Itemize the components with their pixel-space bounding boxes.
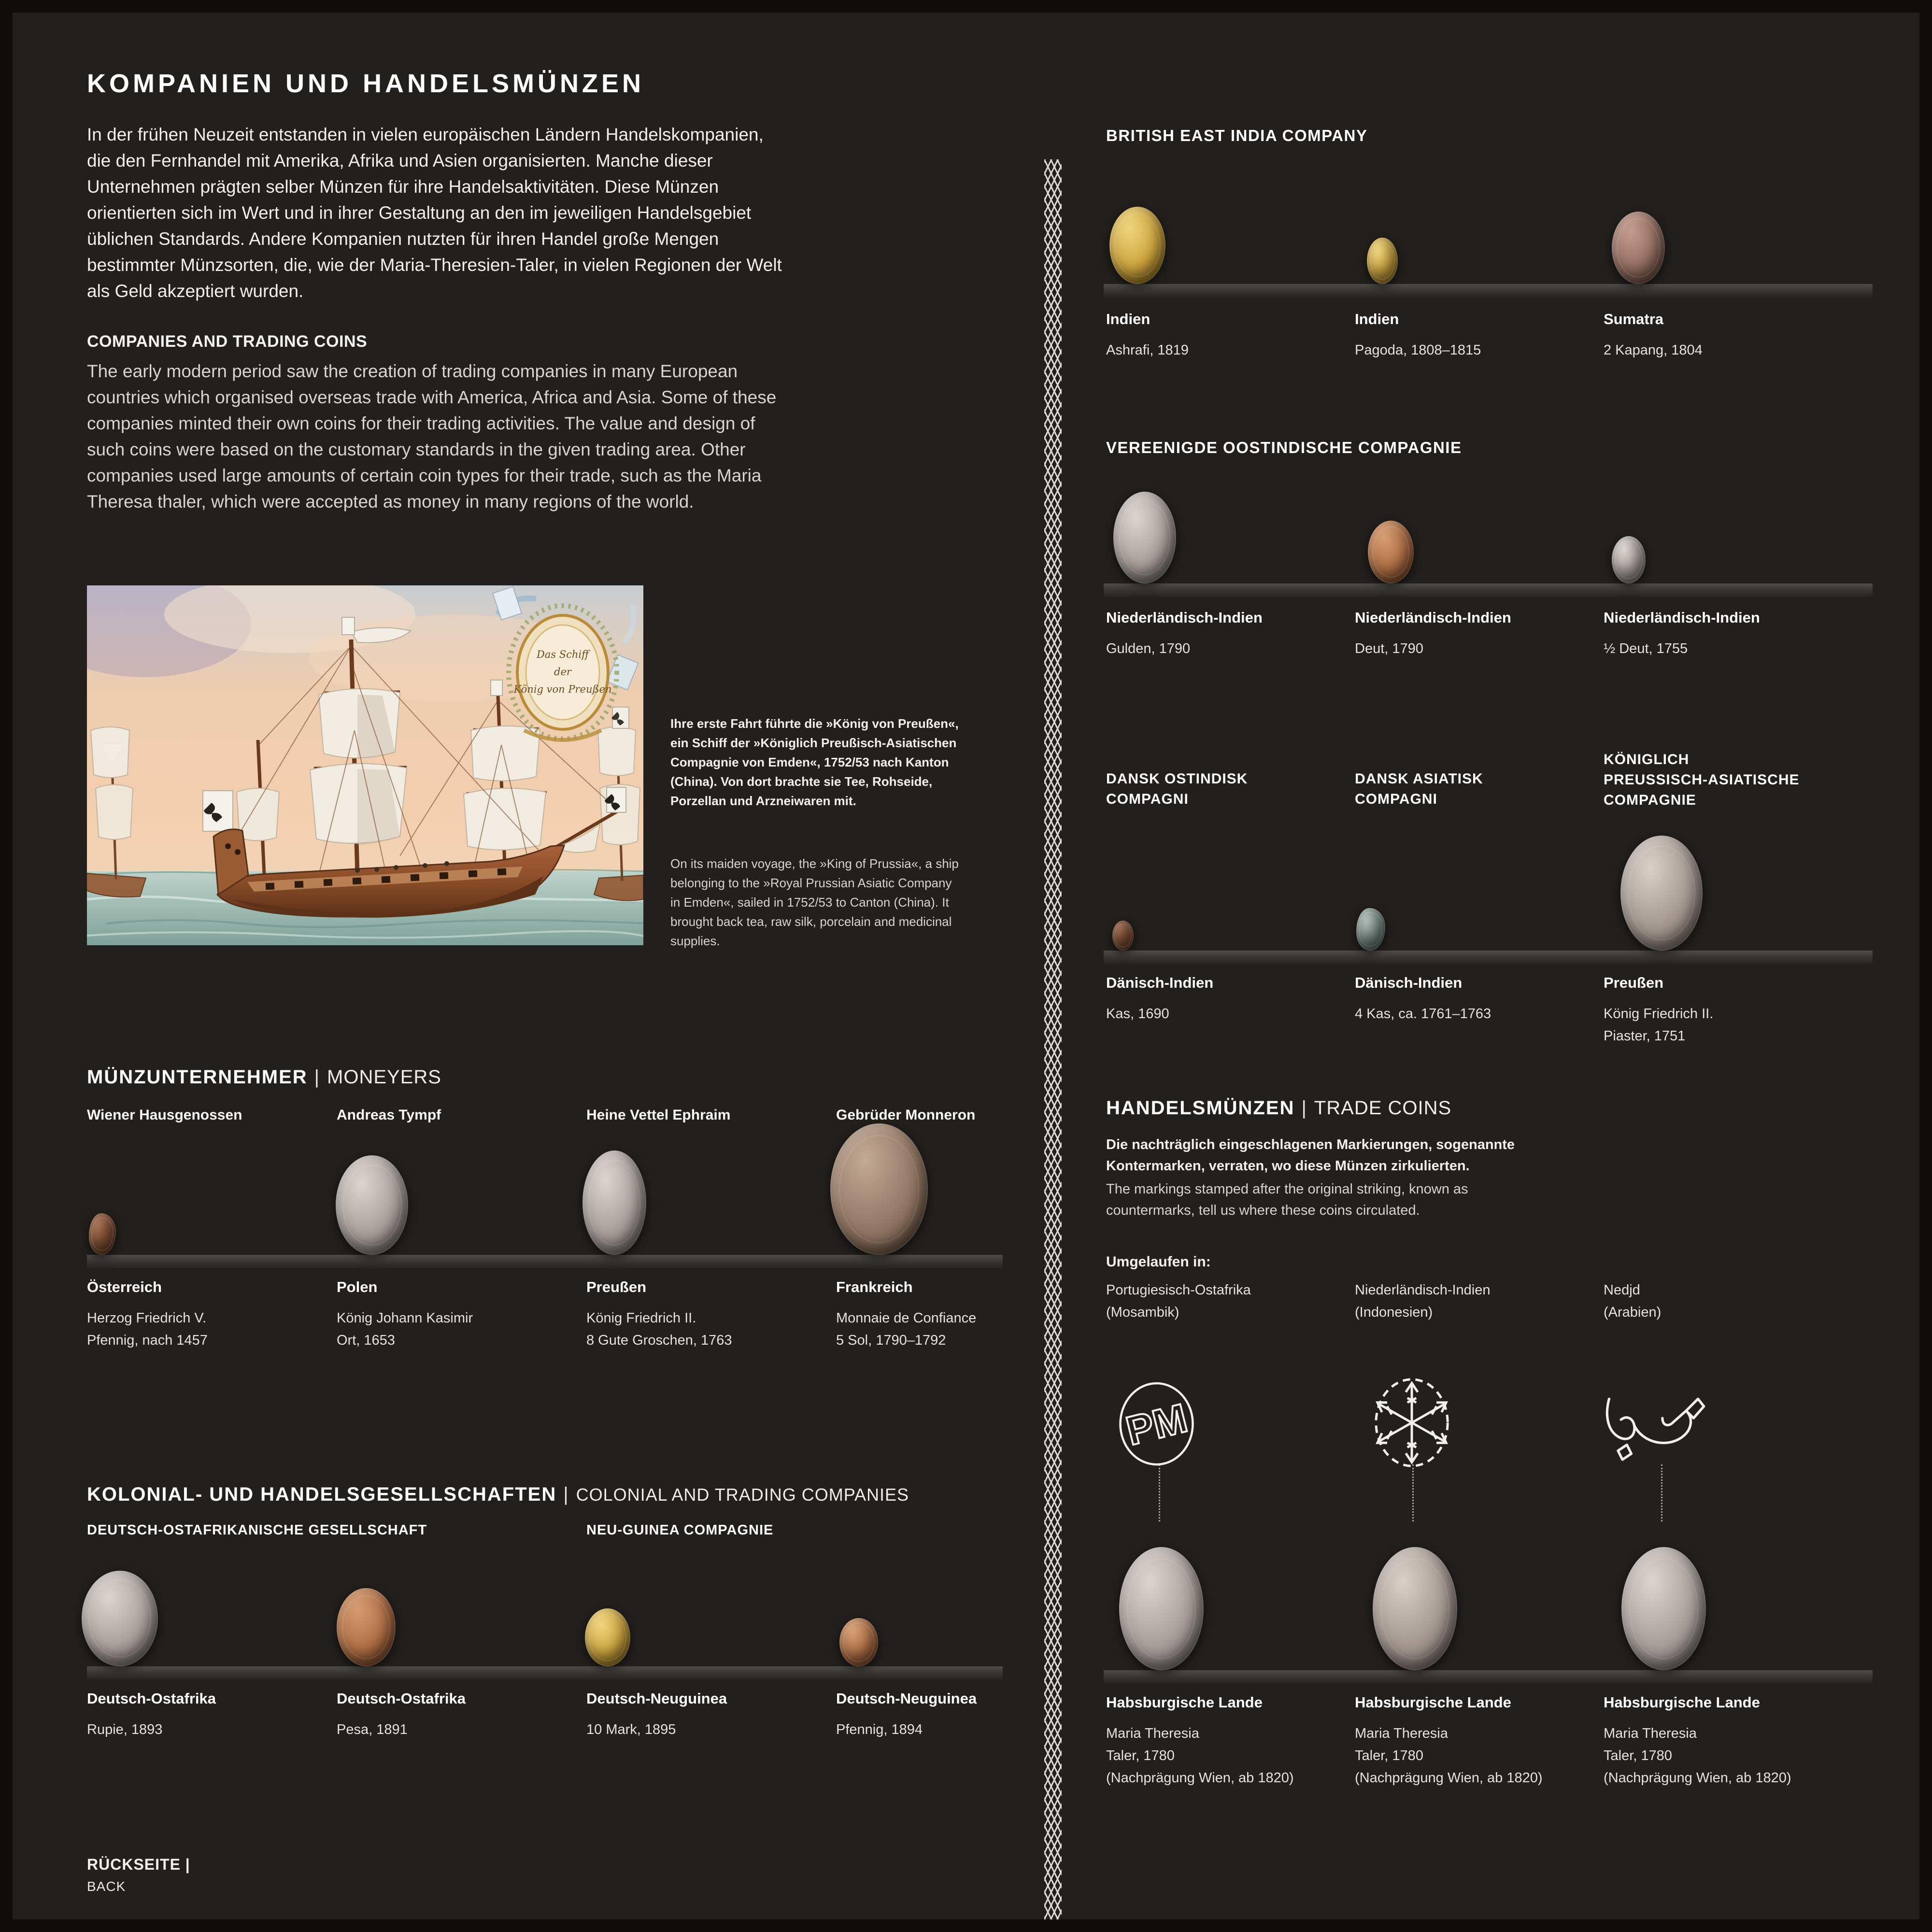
trade-section-header — [1106, 1097, 1451, 1119]
coin-detail: Rupie, 1893 — [87, 1722, 163, 1737]
coin-detail: 10 Mark, 1895 — [586, 1722, 676, 1737]
coin-detail: Deut, 1790 — [1355, 641, 1423, 656]
header-line: DANSK ASIATISK — [1355, 771, 1483, 787]
coin-pfennig-1894 — [839, 1618, 878, 1666]
voc-section-header: VEREENIGDE OOSTINDISCHE COMPAGNIE — [1106, 439, 1462, 456]
coin-detail: Taler, 1780 — [1106, 1748, 1175, 1763]
region-line: Portugiesisch-Ostafrika — [1106, 1282, 1251, 1298]
coin-detail: König Johann Kasimir — [337, 1310, 473, 1326]
coin-label — [1604, 311, 1703, 361]
coin-detail: König Friedrich II. — [1604, 1006, 1714, 1022]
back-label-de: RÜCKSEITE | — [87, 1856, 190, 1873]
coin-label — [1355, 975, 1491, 1025]
moneyer-name: Wiener Hausgenossen — [87, 1107, 242, 1123]
coin-region-label: Niederländisch-Indien — [1355, 609, 1511, 626]
coin-label — [1106, 1694, 1294, 1789]
pm-letters: PM — [1122, 1395, 1192, 1454]
circulated-label: Umgelaufen in: — [1106, 1254, 1211, 1270]
header-line: COMPAGNIE — [1604, 792, 1696, 808]
coin-label — [1106, 311, 1189, 361]
intro-paragraph-en: The early modern period saw the creation of trading companies in many European countries which organised overseas trade with America, Africa and Asia. Some of these companies minted their own coins for their trading activities. The value and design of such coins were based on the customary standards in the given trading area. Other companies used large amounts of certain coin types for their trade, such as the Maria Theresa thaler, which were accepted as money in many regions of the world. — [87, 361, 777, 511]
coin-detail: König Friedrich II. — [586, 1310, 696, 1326]
countermark-arabic-icon — [1599, 1385, 1710, 1470]
coin-detail: Taler, 1780 — [1355, 1748, 1423, 1763]
coin-detail: 4 Kas, ca. 1761–1763 — [1355, 1006, 1492, 1022]
coin-2kapang-1804 — [1612, 212, 1665, 284]
coin-detail: Monnaie de Confiance — [836, 1310, 977, 1326]
circulation-region — [1355, 1279, 1491, 1323]
trade-intro-de: Die nachträglich eingeschlagenen Markierungen, sogenannte Kontermarken, verraten, wo diese Münzen zirkulierten. — [1106, 1137, 1515, 1174]
coin-10mark-1895 — [585, 1608, 630, 1666]
coin-label — [836, 1279, 976, 1351]
coin-pesa-1891 — [337, 1588, 396, 1666]
coin-region-label: Österreich — [87, 1279, 162, 1295]
coin-deut-1790 — [1368, 521, 1414, 583]
region-line: (Arabien) — [1604, 1305, 1662, 1320]
header-line: PREUSSISCH-ASIATISCHE — [1604, 772, 1800, 788]
coin-region-label: Indien — [1106, 311, 1151, 327]
page-title: KOMPANIEN UND HANDELSMÜNZEN — [87, 69, 644, 98]
trade-title-de: HANDELSMÜNZEN — [1106, 1097, 1295, 1119]
moneyers-title-en: MONEYERS — [327, 1066, 441, 1088]
coin-taler-1780-3 — [1621, 1547, 1706, 1670]
moneyers-section-header — [87, 1066, 441, 1088]
coin-region-label: Niederländisch-Indien — [1604, 609, 1760, 626]
coin-kas-1690 — [1112, 921, 1134, 951]
company-header-preussisch-asiatische — [1604, 750, 1800, 810]
coin-detail: Gulden, 1790 — [1106, 641, 1191, 656]
countermark-pm-icon — [1117, 1380, 1196, 1470]
coin-detail: Taler, 1780 — [1604, 1748, 1672, 1763]
coin-region-label: Deutsch-Neuguinea — [836, 1690, 977, 1707]
coin-label — [87, 1690, 216, 1741]
coin-region-label: Niederländisch-Indien — [1106, 609, 1263, 626]
cartouche-line-3: König von Preußen — [513, 683, 612, 695]
colonial-company-1: DEUTSCH-OSTAFRIKANISCHE GESELLSCHAFT — [87, 1522, 427, 1538]
header-pipe: | — [314, 1066, 321, 1088]
dotted-connector — [1412, 1464, 1414, 1521]
header-pipe: | — [1301, 1097, 1307, 1119]
cartouche-line-1: Das Schiff — [536, 649, 589, 660]
coin-halbdeut-1755 — [1612, 536, 1646, 583]
colonial-title-en: COLONIAL AND TRADING COMPANIES — [576, 1485, 909, 1505]
coin-region-label: Habsburgische Lande — [1355, 1694, 1511, 1711]
intro-heading-en: COMPANIES AND TRADING COINS — [87, 332, 368, 351]
coin-label — [836, 1690, 977, 1741]
colonial-company-2: NEU-GUINEA COMPAGNIE — [586, 1522, 774, 1538]
coin-label — [1604, 975, 1713, 1047]
coin-taler-1780-2 — [1373, 1547, 1457, 1670]
cartouche-line-2: der — [554, 666, 571, 678]
moneyers-title-de: MÜNZUNTERNEHMER — [87, 1066, 308, 1088]
coin-region-label: Preußen — [1604, 974, 1664, 991]
coin-label — [586, 1279, 732, 1351]
coin-detail: 5 Sol, 1790–1792 — [836, 1333, 946, 1348]
coin-region-label: Habsburgische Lande — [1106, 1694, 1263, 1711]
coin-label — [1604, 610, 1760, 660]
coin-detail: Pesa, 1891 — [337, 1722, 408, 1737]
coin-pagoda — [1367, 238, 1398, 284]
coin-region-label: Deutsch-Ostafrika — [337, 1690, 466, 1707]
coin-detail: Pfennig, 1894 — [836, 1722, 923, 1737]
coin-label — [586, 1690, 727, 1741]
coin-detail: Ashrafi, 1819 — [1106, 342, 1189, 358]
dotted-connector — [1661, 1464, 1662, 1521]
header-pipe: | — [563, 1484, 569, 1505]
coin-label — [1106, 610, 1263, 660]
coin-region-label: Dänisch-Indien — [1106, 974, 1214, 991]
coin-region-label: Indien — [1355, 311, 1399, 327]
region-line: Nedjd — [1604, 1282, 1640, 1298]
coin-shelf — [1104, 284, 1873, 298]
coin-shelf — [87, 1666, 1003, 1680]
coin-region-label: Dänisch-Indien — [1355, 974, 1463, 991]
header-line: DANSK OSTINDISK — [1106, 771, 1248, 787]
coin-detail: Kas, 1690 — [1106, 1006, 1169, 1022]
hatched-divider — [1044, 159, 1062, 1919]
coin-detail: 8 Gute Groschen, 1763 — [586, 1333, 732, 1348]
region-line: (Mosambik) — [1106, 1305, 1179, 1320]
coin-groschen-1763 — [582, 1151, 646, 1255]
coin-region-label: Deutsch-Neuguinea — [586, 1690, 727, 1707]
coin-gulden-1790 — [1113, 492, 1176, 583]
header-line: KÖNIGLICH — [1604, 752, 1690, 767]
trade-title-en: TRADE COINS — [1314, 1097, 1452, 1119]
coin-detail: Ort, 1653 — [337, 1333, 395, 1348]
header-line: COMPAGNI — [1106, 791, 1189, 807]
header-line: COMPAGNI — [1355, 791, 1437, 807]
colonial-section-header — [87, 1484, 909, 1506]
coin-detail: (Nachprägung Wien, ab 1820) — [1355, 1770, 1543, 1786]
coin-label — [1106, 975, 1213, 1025]
circulation-region — [1604, 1279, 1661, 1323]
coin-ort-1653 — [336, 1155, 408, 1255]
intro-paragraph-de: In der frühen Neuzeit entstanden in vielen europäischen Ländern Handelskompanien, die den Fernhandel mit Amerika, Afrika und Asien organisierten. Manche dieser Unternehmen prägten selber Münzen für ihre Handelsaktivitäten. Diese Münzen orientierten sich im Wert und in ihrer Gestaltung an den im jeweiligen Handelsgebiet üblichen Standards. Andere Kompanien nutzten für ihren Handel große Mengen bestimmter Münzsorten, die, wie der Maria-Theresien-Taler, in vielen Regionen der Welt als Geld akzeptiert wurden. — [87, 125, 782, 301]
coin-region-label: Sumatra — [1604, 311, 1664, 327]
coin-region-label: Frankreich — [836, 1279, 913, 1295]
coin-detail: (Nachprägung Wien, ab 1820) — [1604, 1770, 1791, 1786]
ship-painting — [87, 585, 643, 945]
coin-label — [337, 1279, 473, 1351]
countermark-rosette-icon — [1371, 1376, 1453, 1472]
coin-detail: Maria Theresia — [1355, 1726, 1448, 1741]
coin-shelf — [87, 1255, 1003, 1268]
coin-detail: (Nachprägung Wien, ab 1820) — [1106, 1770, 1294, 1786]
coin-5sol-monneron — [830, 1123, 928, 1255]
ship-caption-de: Ihre erste Fahrt führte die »König von Preußen«, ein Schiff der »Königlich Preußisch-Asiatischen Compagnie von Emden«, 1752/53 nach Kanton (China). Von dort brachte sie Tee, Rohseide, Porzellan und Arzneiwaren mit. — [670, 716, 959, 808]
coin-taler-1780-1 — [1119, 1547, 1204, 1670]
coin-region-label: Preußen — [586, 1279, 647, 1295]
company-header-dansk-ostindisk — [1106, 769, 1248, 810]
coin-label — [87, 1279, 208, 1351]
coin-region-label: Deutsch-Ostafrika — [87, 1690, 216, 1707]
back-label-en: BACK — [87, 1879, 126, 1894]
coin-detail: ½ Deut, 1755 — [1604, 641, 1688, 656]
company-header-dansk-asiatisk — [1355, 769, 1483, 810]
beic-section-header: BRITISH EAST INDIA COMPANY — [1106, 127, 1368, 144]
coin-label — [1604, 1694, 1791, 1789]
coin-shelf — [1104, 951, 1873, 964]
coin-detail: Piaster, 1751 — [1604, 1028, 1686, 1044]
coin-shelf — [1104, 1670, 1873, 1684]
region-line: Niederländisch-Indien — [1355, 1282, 1491, 1298]
coin-region-label: Habsburgische Lande — [1604, 1694, 1760, 1711]
coin-label — [1355, 311, 1481, 361]
coin-shelf — [1104, 583, 1873, 597]
colonial-title-de: KOLONIAL- UND HANDELSGESELLSCHAFTEN — [87, 1484, 557, 1505]
trade-intro-en: The markings stamped after the original striking, known as countermarks, tell us where these coins circulated. — [1106, 1181, 1468, 1218]
coin-detail: Maria Theresia — [1106, 1726, 1199, 1741]
coin-detail: Pfennig, nach 1457 — [87, 1333, 208, 1348]
moneyer-name: Gebrüder Monneron — [836, 1107, 976, 1123]
coin-detail: Maria Theresia — [1604, 1726, 1697, 1741]
coin-ashrafi-1819 — [1109, 207, 1165, 284]
coin-detail: Herzog Friedrich V. — [87, 1310, 207, 1326]
circulation-region — [1106, 1279, 1251, 1323]
coin-piaster-1751 — [1620, 836, 1703, 951]
coin-detail: Pagoda, 1808–1815 — [1355, 342, 1481, 358]
moneyer-name: Heine Vettel Ephraim — [586, 1107, 731, 1123]
coin-region-label: Polen — [337, 1279, 378, 1295]
coin-detail: 2 Kapang, 1804 — [1604, 342, 1703, 358]
coin-rupie-1893 — [82, 1571, 158, 1666]
coin-label — [337, 1690, 466, 1741]
ship-caption-en: On its maiden voyage, the »King of Prussia«, a ship belonging to the »Royal Prussian Asiatic Company in Emden«, sailed in 1752/53 to Canton (China). It brought back tea, raw silk, porcelain and medicinal supplies. — [670, 856, 959, 948]
moneyer-name: Andreas Tympf — [337, 1107, 441, 1123]
coin-label — [1355, 610, 1511, 660]
ship-painting-figure — [87, 585, 643, 945]
region-line: (Indonesien) — [1355, 1305, 1433, 1320]
dotted-connector — [1159, 1464, 1160, 1521]
coin-label — [1355, 1694, 1543, 1789]
